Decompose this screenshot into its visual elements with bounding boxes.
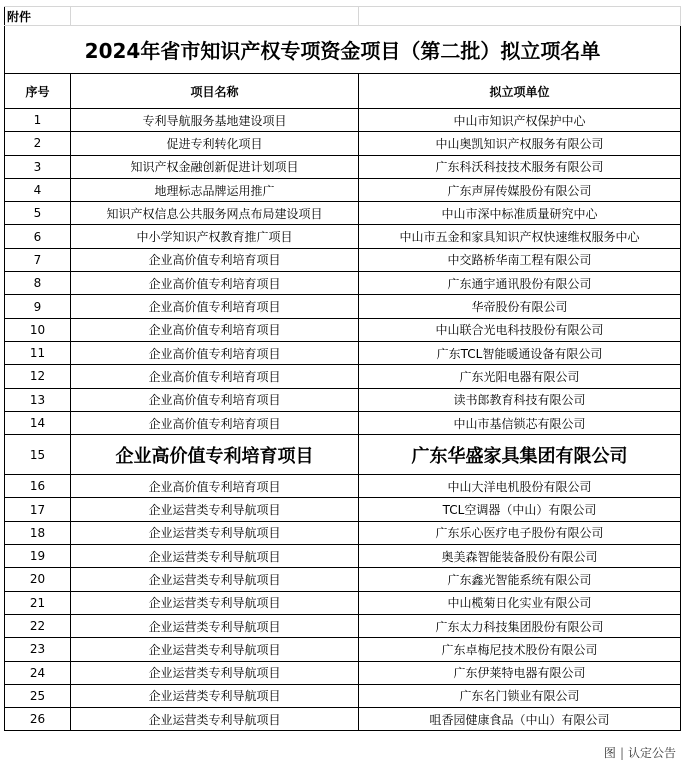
- project-name: 企业运营类专利导航项目: [71, 638, 359, 661]
- unit-name: 中山市深中标准质量研究中心: [359, 202, 681, 225]
- header-unit: 拟立项单位: [359, 74, 681, 109]
- header-project: 项目名称: [71, 74, 359, 109]
- row-number: 5: [5, 202, 71, 225]
- table-row: [5, 318, 681, 341]
- table-row: [5, 132, 681, 155]
- project-name: 企业高价值专利培育项目: [71, 341, 359, 364]
- table-row: [5, 202, 681, 225]
- project-name: 企业运营类专利导航项目: [71, 614, 359, 637]
- table-row: [5, 155, 681, 178]
- row-number: 1: [5, 109, 71, 132]
- header-row: [5, 74, 681, 109]
- row-number: 9: [5, 295, 71, 318]
- project-name: 企业高价值专利培育项目: [71, 435, 359, 475]
- unit-name: 广东光阳电器有限公司: [359, 365, 681, 388]
- table-row: [5, 365, 681, 388]
- row-number: 8: [5, 272, 71, 295]
- table-row: [5, 248, 681, 271]
- attachment-row: [5, 7, 681, 26]
- project-name: 企业运营类专利导航项目: [71, 521, 359, 544]
- unit-name: 华帝股份有限公司: [359, 295, 681, 318]
- unit-name: 中山联合光电科技股份有限公司: [359, 318, 681, 341]
- row-number: 16: [5, 475, 71, 498]
- row-number: 21: [5, 591, 71, 614]
- unit-name: 中山市知识产权保护中心: [359, 109, 681, 132]
- empty-cell: [359, 7, 681, 26]
- caption-prefix: 图: [603, 746, 616, 760]
- table-row: [5, 388, 681, 411]
- unit-name: 广东TCL智能暖通设备有限公司: [359, 341, 681, 364]
- unit-name: 咀香园健康食品（中山）有限公司: [359, 708, 681, 731]
- project-name: 企业高价值专利培育项目: [71, 411, 359, 434]
- empty-cell: [71, 7, 359, 26]
- project-name: 企业高价值专利培育项目: [71, 318, 359, 341]
- row-number: 18: [5, 521, 71, 544]
- project-name: 中小学知识产权教育推广项目: [71, 225, 359, 248]
- table-row: [5, 568, 681, 591]
- project-name: 专利导航服务基地建设项目: [71, 109, 359, 132]
- caption-separator: |: [619, 746, 624, 760]
- row-number: 20: [5, 568, 71, 591]
- row-number: 7: [5, 248, 71, 271]
- project-name: 企业高价值专利培育项目: [71, 272, 359, 295]
- project-name: 企业高价值专利培育项目: [71, 365, 359, 388]
- table-row: [5, 638, 681, 661]
- project-name: 企业运营类专利导航项目: [71, 568, 359, 591]
- project-name: 促进专利转化项目: [71, 132, 359, 155]
- row-number: 19: [5, 545, 71, 568]
- title-row: [5, 26, 681, 74]
- project-list-table: [4, 6, 681, 731]
- table-row: [5, 341, 681, 364]
- row-number: 24: [5, 661, 71, 684]
- table-row: [5, 178, 681, 201]
- unit-name: 广东太力科技集团股份有限公司: [359, 614, 681, 637]
- table-row: [5, 684, 681, 707]
- attachment-label: 附件: [5, 7, 71, 26]
- row-number: 11: [5, 341, 71, 364]
- row-number: 17: [5, 498, 71, 521]
- table-row: [5, 225, 681, 248]
- row-number: 25: [5, 684, 71, 707]
- project-name: 知识产权信息公共服务网点布局建设项目: [71, 202, 359, 225]
- row-number: 22: [5, 614, 71, 637]
- table-row: [5, 614, 681, 637]
- image-source-caption: [604, 744, 676, 761]
- unit-name: 广东乐心医疗电子股份有限公司: [359, 521, 681, 544]
- caption-source: 认定公告: [627, 746, 676, 760]
- project-name: 企业运营类专利导航项目: [71, 498, 359, 521]
- project-name: 企业运营类专利导航项目: [71, 684, 359, 707]
- row-number: 4: [5, 178, 71, 201]
- row-number: 2: [5, 132, 71, 155]
- unit-name: 广东卓梅尼技术股份有限公司: [359, 638, 681, 661]
- table-row: [5, 591, 681, 614]
- project-name: 企业运营类专利导航项目: [71, 591, 359, 614]
- row-number: 13: [5, 388, 71, 411]
- table-row: [5, 475, 681, 498]
- table-row: [5, 521, 681, 544]
- table-row: [5, 411, 681, 434]
- table-row: [5, 661, 681, 684]
- table-row: [5, 295, 681, 318]
- table-row: [5, 498, 681, 521]
- unit-name: 中交路桥华南工程有限公司: [359, 248, 681, 271]
- row-number: 26: [5, 708, 71, 731]
- project-name: 企业运营类专利导航项目: [71, 661, 359, 684]
- row-number: 6: [5, 225, 71, 248]
- table-row: [5, 708, 681, 731]
- unit-name: 奥美森智能装备股份有限公司: [359, 545, 681, 568]
- unit-name: 广东华盛家具集团有限公司: [359, 435, 681, 475]
- unit-name: 中山大洋电机股份有限公司: [359, 475, 681, 498]
- unit-name: 广东声屏传媒股份有限公司: [359, 178, 681, 201]
- unit-name: 中山榄菊日化实业有限公司: [359, 591, 681, 614]
- project-name: 企业高价值专利培育项目: [71, 295, 359, 318]
- unit-name: TCL空调器（中山）有限公司: [359, 498, 681, 521]
- unit-name: 广东伊莱特电器有限公司: [359, 661, 681, 684]
- unit-name: 广东名门锁业有限公司: [359, 684, 681, 707]
- header-no: 序号: [5, 74, 71, 109]
- project-name: 企业高价值专利培育项目: [71, 388, 359, 411]
- table-row: [5, 545, 681, 568]
- project-name: 知识产权金融创新促进计划项目: [71, 155, 359, 178]
- row-number: 3: [5, 155, 71, 178]
- unit-name: 中山奥凯知识产权服务有限公司: [359, 132, 681, 155]
- table-row: [5, 109, 681, 132]
- project-name: 企业运营类专利导航项目: [71, 545, 359, 568]
- row-number: 10: [5, 318, 71, 341]
- unit-name: 中山市基信锁芯有限公司: [359, 411, 681, 434]
- unit-name: 中山市五金和家具知识产权快速维权服务中心: [359, 225, 681, 248]
- row-number: 23: [5, 638, 71, 661]
- row-number: 15: [5, 435, 71, 475]
- unit-name: 广东通宇通讯股份有限公司: [359, 272, 681, 295]
- project-name: 企业高价值专利培育项目: [71, 248, 359, 271]
- project-name: 地理标志品牌运用推广: [71, 178, 359, 201]
- row-number: 14: [5, 411, 71, 434]
- table-row: [5, 272, 681, 295]
- spreadsheet: [4, 6, 680, 731]
- unit-name: 读书郎教育科技有限公司: [359, 388, 681, 411]
- row-number: 12: [5, 365, 71, 388]
- unit-name: 广东鑫光智能系统有限公司: [359, 568, 681, 591]
- unit-name: 广东科沃科技技术服务有限公司: [359, 155, 681, 178]
- document-title: 2024年省市知识产权专项资金项目（第二批）拟立项名单: [5, 26, 681, 74]
- project-name: 企业运营类专利导航项目: [71, 708, 359, 731]
- project-name: 企业高价值专利培育项目: [71, 475, 359, 498]
- table-row: [5, 435, 681, 475]
